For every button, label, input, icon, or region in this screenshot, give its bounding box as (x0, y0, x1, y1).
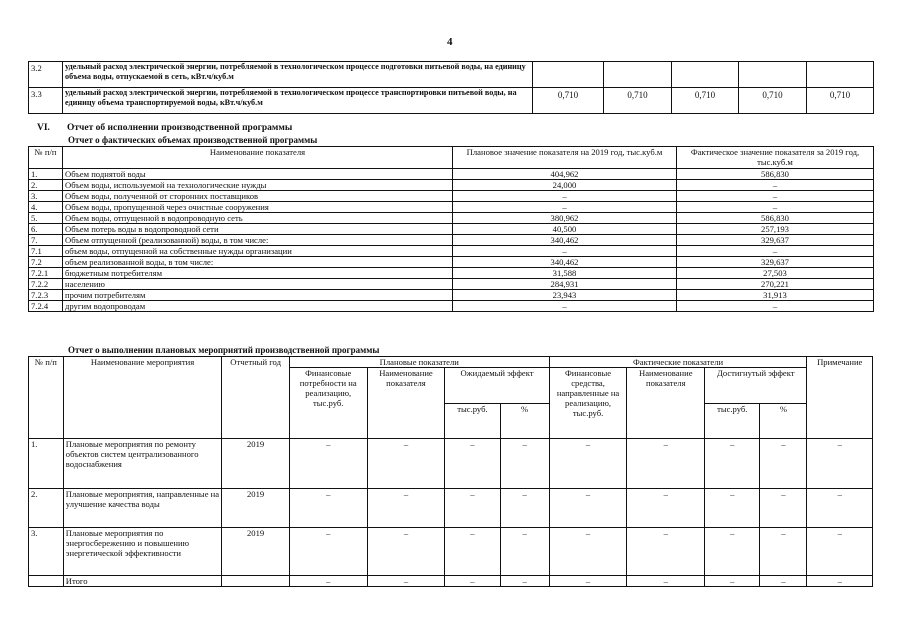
dash-cell: – (627, 439, 705, 489)
row-number: 7.2.4 (29, 301, 63, 312)
dash-cell: – (807, 576, 873, 587)
dash-cell: – (705, 576, 760, 587)
table-row (29, 257, 874, 268)
row-number: 7.2.1 (29, 268, 63, 279)
plan-value: 23,943 (453, 290, 677, 301)
fact-value: 27,503 (677, 268, 874, 279)
table-row (29, 180, 874, 191)
plan-value: – (453, 202, 677, 213)
indicator-name: бюджетным потребителям (63, 268, 453, 279)
header-plan-ind: Наименование показателя (367, 368, 445, 439)
header-plan-fin: Финансовые потребности на реализацию, тыс.руб. (289, 368, 367, 439)
dash-cell: – (500, 528, 549, 576)
row-number: 4. (29, 202, 63, 213)
value-cell (604, 62, 672, 88)
row-number: 3. (29, 528, 64, 576)
dash-cell: – (445, 528, 500, 576)
table-row (29, 88, 874, 114)
dash-cell: – (289, 528, 367, 576)
plan-value: 404,962 (453, 169, 677, 180)
report-year: 2019 (222, 489, 290, 528)
header-num: № п/п (29, 147, 63, 169)
plan-value: 31,588 (453, 268, 677, 279)
page-number: 4 (447, 36, 453, 48)
plan-value: 380,962 (453, 213, 677, 224)
row-number: 1. (29, 439, 64, 489)
indicator-name: Объем воды, полученной от сторонних поставщиков (63, 191, 453, 202)
table-row (29, 279, 874, 290)
value-cell (533, 62, 604, 88)
table-row (29, 246, 874, 257)
indicator-description: удельный расход электрической энергии, потребляемой в технологическом процессе транспортировки питьевой воды, на единицу объема транспортируемой воды, кВт.ч/куб.м (63, 88, 533, 114)
fact-value: 329,637 (677, 235, 874, 246)
dash-cell: – (549, 576, 627, 587)
table-row (29, 268, 874, 279)
table-row (29, 528, 873, 576)
dash-cell: – (445, 576, 500, 587)
indicator-description: удельный расход электрической энергии, потребляемой в технологическом процессе подготовки питьевой воды, на единицу объема воды, отпускаемой в сеть, кВт.ч/куб.м (63, 62, 533, 88)
fact-value: – (677, 180, 874, 191)
plan-value: – (453, 191, 677, 202)
indicator-name: Объем поднятой воды (63, 169, 453, 180)
header-fact-fin: Финансовые средства, направленные на реализацию, тыс.руб. (549, 368, 627, 439)
energy-consumption-table (28, 61, 874, 114)
dash-cell: – (500, 439, 549, 489)
dash-cell: – (807, 489, 873, 528)
indicator-name: Объем воды, пропущенной через очистные сооружения (63, 202, 453, 213)
indicator-name: другим водопроводам (63, 301, 453, 312)
plan-value: – (453, 301, 677, 312)
indicator-name: Объем воды, отпущенной в водопроводную сеть (63, 213, 453, 224)
row-number: 7.2.3 (29, 290, 63, 301)
dash-cell: – (500, 576, 549, 587)
table-row (29, 489, 873, 528)
dash-cell: – (760, 489, 807, 528)
total-empty-cell (29, 576, 64, 587)
header-plan-thous: тыс.руб. (445, 403, 500, 439)
dash-cell: – (760, 528, 807, 576)
dash-cell: – (807, 528, 873, 576)
total-row (29, 576, 873, 587)
fact-value: 586,830 (677, 169, 874, 180)
dash-cell: – (367, 528, 445, 576)
value-cell: 0,710 (533, 88, 604, 114)
row-number: 2. (29, 489, 64, 528)
table-row (29, 235, 874, 246)
measures-table (28, 356, 873, 587)
total-label: Итого (63, 576, 222, 587)
dash-cell: – (627, 576, 705, 587)
header-fact-thous: тыс.руб. (705, 403, 760, 439)
row-number: 5. (29, 213, 63, 224)
table-row (29, 301, 874, 312)
table-row (29, 439, 873, 489)
section-heading (37, 123, 293, 133)
plan-value: 340,462 (453, 235, 677, 246)
measure-name: Плановые мероприятия по энергосбережению и повышению энергетической эффективности (63, 528, 222, 576)
dash-cell: – (367, 576, 445, 587)
table-row (29, 224, 874, 235)
table-row (29, 62, 874, 88)
table-row (29, 213, 874, 224)
row-number: 7.2 (29, 257, 63, 268)
header-num: № п/п (29, 357, 64, 439)
row-number: 3. (29, 191, 63, 202)
row-number: 7.1 (29, 246, 63, 257)
fact-value: 270,221 (677, 279, 874, 290)
measures-table-body (29, 439, 873, 587)
table-row (29, 169, 874, 180)
value-cell (807, 62, 874, 88)
header-name: Наименование мероприятия (63, 357, 222, 439)
dash-cell: – (289, 576, 367, 587)
indicator-name: объем реализованной воды, в том числе: (63, 257, 453, 268)
subsection-title-volumes: Отчет о фактических объемах производственной программы (68, 135, 318, 145)
dash-cell: – (760, 576, 807, 587)
volumes-table-body (29, 169, 874, 312)
row-number: 2. (29, 180, 63, 191)
section-number: VI. (37, 123, 50, 133)
table-row (29, 202, 874, 213)
value-cell: 0,710 (739, 88, 807, 114)
row-number: 3.3 (29, 88, 63, 114)
header-name: Наименование показателя (63, 147, 453, 169)
table-header-row (29, 147, 874, 169)
fact-value: 31,913 (677, 290, 874, 301)
fact-value: – (677, 202, 874, 213)
fact-value: – (677, 301, 874, 312)
fact-value: 257,193 (677, 224, 874, 235)
dash-cell: – (289, 489, 367, 528)
header-fact-group: Фактические показатели (549, 357, 807, 368)
dash-cell: – (705, 439, 760, 489)
volumes-table (28, 146, 874, 312)
dash-cell: – (807, 439, 873, 489)
dash-cell: – (627, 528, 705, 576)
dash-cell: – (445, 489, 500, 528)
dash-cell: – (289, 439, 367, 489)
fact-value: – (677, 191, 874, 202)
table-row (29, 191, 874, 202)
value-cell: 0,710 (807, 88, 874, 114)
header-plan-pct: % (500, 403, 549, 439)
measure-name: Плановые мероприятия, направленные на улучшение качества воды (63, 489, 222, 528)
table-header-row (29, 357, 873, 368)
row-number: 1. (29, 169, 63, 180)
report-year: 2019 (222, 528, 290, 576)
subsection-title-measures: Отчет о выполнении плановых мероприятий производственной программы (68, 345, 380, 355)
plan-value: 40,500 (453, 224, 677, 235)
dash-cell: – (367, 439, 445, 489)
header-fact-eff: Достигнутый эффект (705, 368, 807, 404)
header-note: Примечание (807, 357, 873, 439)
dash-cell: – (500, 489, 549, 528)
plan-value: 284,931 (453, 279, 677, 290)
dash-cell: – (549, 439, 627, 489)
indicator-name: Объем отпущенной (реализованной) воды, в том числе: (63, 235, 453, 246)
header-fact: Фактическое значение показателя за 2019 год, тыс.куб.м (677, 147, 874, 169)
dash-cell: – (549, 489, 627, 528)
dash-cell: – (760, 439, 807, 489)
value-cell (672, 62, 739, 88)
plan-value: – (453, 246, 677, 257)
indicator-name: объем воды, отпущенной на собственные нужды организации (63, 246, 453, 257)
fact-value: – (677, 246, 874, 257)
dash-cell: – (705, 489, 760, 528)
dash-cell: – (367, 489, 445, 528)
dash-cell: – (549, 528, 627, 576)
indicator-name: прочим потребителям (63, 290, 453, 301)
header-plan-eff: Ожидаемый эффект (445, 368, 549, 404)
header-fact-ind: Наименование показателя (627, 368, 705, 439)
section-title: Отчет об исполнении производственной программы (67, 123, 293, 133)
value-cell: 0,710 (604, 88, 672, 114)
row-number: 7. (29, 235, 63, 246)
dash-cell: – (627, 489, 705, 528)
value-cell (739, 62, 807, 88)
measure-name: Плановые мероприятия по ремонту объектов систем централизованного водоснабжения (63, 439, 222, 489)
fact-value: 586,830 (677, 213, 874, 224)
row-number: 7.2.2 (29, 279, 63, 290)
indicator-name: Объем потерь воды в водопроводной сети (63, 224, 453, 235)
row-number: 6. (29, 224, 63, 235)
dash-cell: – (445, 439, 500, 489)
value-cell: 0,710 (672, 88, 739, 114)
fact-value: 329,637 (677, 257, 874, 268)
plan-value: 24,000 (453, 180, 677, 191)
dash-cell: – (705, 528, 760, 576)
indicator-name: населению (63, 279, 453, 290)
header-plan: Плановое значение показателя на 2019 год, тыс.куб.м (453, 147, 677, 169)
plan-value: 340,462 (453, 257, 677, 268)
table-row (29, 290, 874, 301)
total-empty-cell (222, 576, 290, 587)
report-year: 2019 (222, 439, 290, 489)
header-year: Отчетный год (222, 357, 290, 439)
indicator-name: Объем воды, используемой на технологические нужды (63, 180, 453, 191)
header-plan-group: Плановые показатели (289, 357, 549, 368)
row-number: 3.2 (29, 62, 63, 88)
header-fact-pct: % (760, 403, 807, 439)
